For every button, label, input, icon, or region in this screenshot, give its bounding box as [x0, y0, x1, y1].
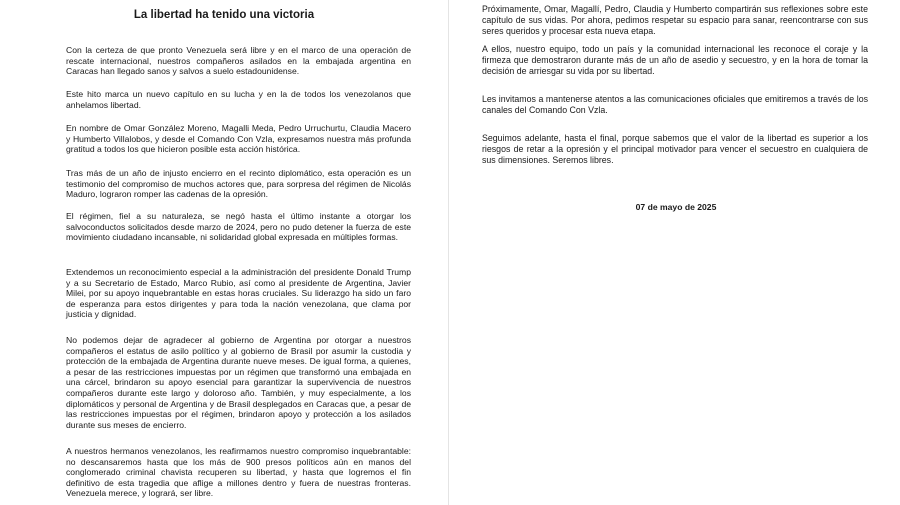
- right-paragraph-1: Próximamente, Omar, Magallí, Pedro, Claudia y Humberto compartirán sus reflexiones sobre este capítulo de sus vidas. Por ahora, pedimos respetar su espacio para sanar, reencontrarse con sus seres queridos y procesar esta nueva etapa.: [482, 4, 868, 36]
- right-paragraph-4: Seguimos adelante, hasta el final, porque sabemos que el valor de la libertad es superior a los riesgos de retar a la opresión y el principal motivador para vencer el secuestro en cualquiera de sus dimensiones. Seremos libres.: [482, 133, 868, 165]
- document-title: La libertad ha tenido una victoria: [133, 9, 315, 21]
- paragraph-3: En nombre de Omar González Moreno, Magalli Meda, Pedro Urruchurtu, Claudia Macero y Humberto Villalobos, y desde el Comando Con Vzla, expresamos nuestra más profunda gratitud a todos los que hicieron posible esta acción histórica.: [66, 123, 411, 155]
- right-paragraph-3: Les invitamos a mantenerse atentos a las comunicaciones oficiales que emitiremos a través de los canales del Comando Con Vzla.: [482, 94, 868, 115]
- paragraph-7: No podemos dejar de agradecer al gobierno de Argentina por otorgar a nuestros compañeros el estatus de asilo político y al gobierno de Brasil por asumir la custodia y protección de la embajada de Argentina durante nueve meses. De igual forma, a quienes, a pesar de las restricciones impuestas por un régimen que transformó una embajada en una cárcel, brindaron su apoyo esencial para garantizar la supervivencia de nuestros compañeros durante este largo y doloroso año. También, y muy especialmente, a los diplomáticos y personal de Argentina y de Brasil desplegados en Caracas que, a pesar de las restricciones impuestas por el régimen, brindaron apoyo y protección a los asilados durante sus meses de encierro.: [66, 335, 411, 430]
- paragraph-5: El régimen, fiel a su naturaleza, se negó hasta el último instante a otorgar los salvoconductos solicitados desde marzo de 2024, pero no pudo detener la fuerza de este movimiento ciudadano incansable, ni solidaridad global expresada en múltiples formas.: [66, 211, 411, 243]
- paragraph-1: Con la certeza de que pronto Venezuela será libre y en el marco de una operación de rescate internacional, nuestros compañeros asilados en la embajada argentina en Caracas han llegado sanos y salvos a suelo estadounidense.: [66, 45, 411, 77]
- paragraph-8: A nuestros hermanos venezolanos, les reafirmamos nuestro compromiso inquebrantable: no descansaremos hasta que los más de 900 presos políticos aún en manos del conglomerado criminal chavista recuperen su libertad, y hasta que logremos el fin definitivo de esta tragedia que aflige a millones dentro y fuera de nuestras fronteras. Venezuela merece, y logrará, ser libre.: [66, 446, 411, 499]
- document-date: 07 de mayo de 2025: [635, 202, 717, 212]
- paragraph-2: Este hito marca un nuevo capítulo en su lucha y en la de todos los venezolanos que anhelamos libertad.: [66, 89, 411, 110]
- left-page: [0, 0, 449, 505]
- right-page: [452, 0, 900, 505]
- paragraph-6: Extendemos un reconocimiento especial a la administración del presidente Donald Trump y a su Secretario de Estado, Marco Rubio, así como al presidente de Argentina, Javier Milei, por su apoyo inquebrantable en estas horas cruciales. Su liderazgo ha sido un faro de esperanza para estos dirigentes y para toda la nación venezolana, que clama por justicia y dignidad.: [66, 267, 411, 320]
- paragraph-4: Tras más de un año de injusto encierro en el recinto diplomático, esta operación es un testimonio del compromiso de muchos actores que, para sorpresa del régimen de Nicolás Maduro, lograron romper las cadenas de la opresión.: [66, 168, 411, 200]
- right-paragraph-2: A ellos, nuestro equipo, todo un país y la comunidad internacional les reconoce el coraje y la firmeza que demostraron durante más de un año de asedio y secuestro, y en la hora de tomar la decisión de arriesgar su vida por su libertad.: [482, 44, 868, 76]
